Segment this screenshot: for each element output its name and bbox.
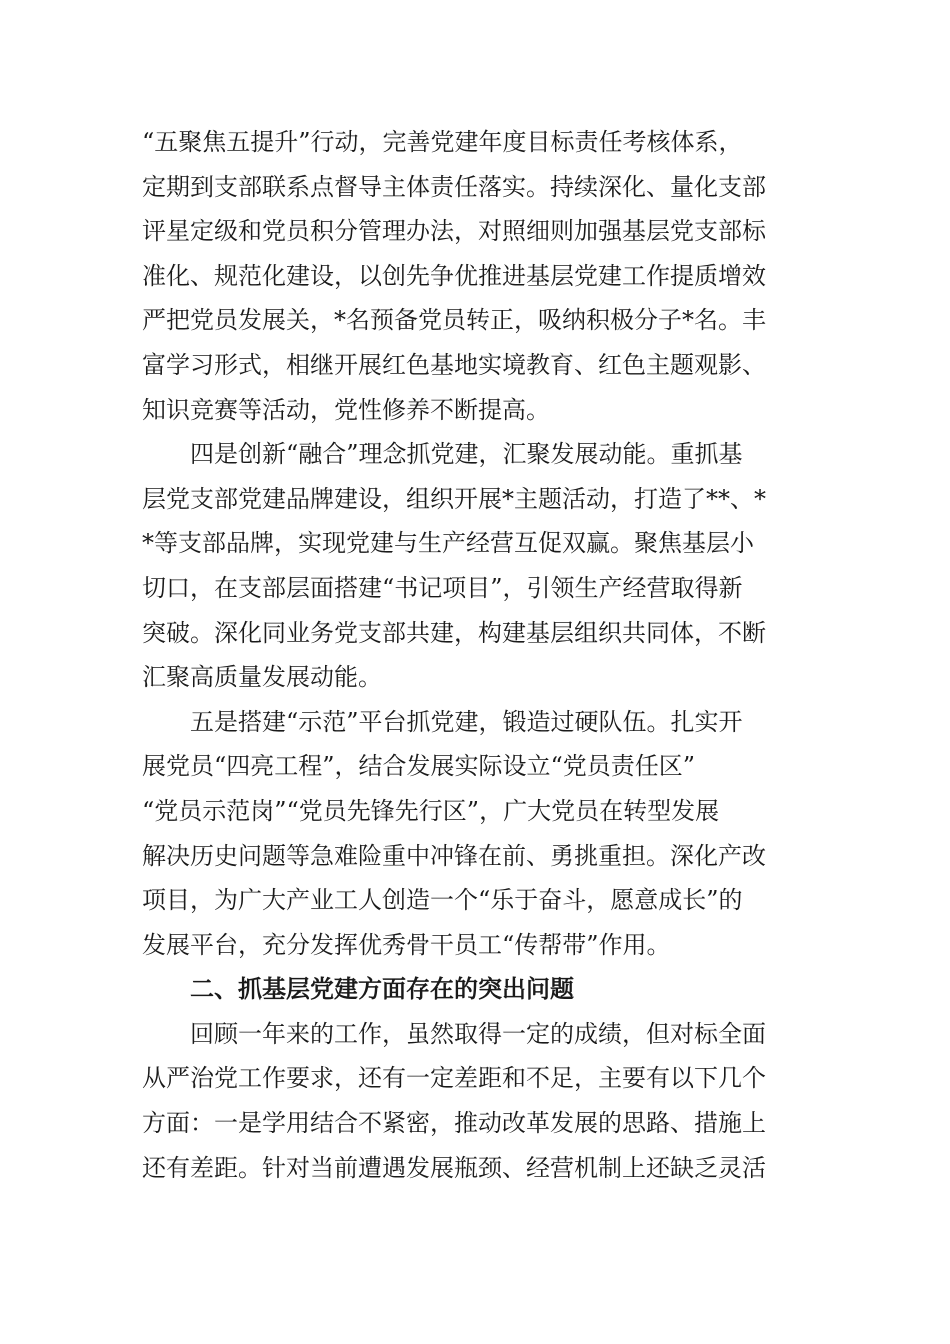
text-line: 从严治党工作要求，还有一定差距和不足，主要有以下几个 — [142, 1064, 766, 1093]
text-line: 还有差距。针对当前遭遇发展瓶颈、经营机制上还缺乏灵活 — [142, 1153, 766, 1182]
text-line: 定期到支部联系点督导主体责任落实。持续深化、量化支部 — [142, 172, 766, 201]
text-line: 项目，为广大产业工人创造一个“乐于奋斗，愿意成长”的 — [142, 886, 743, 915]
text-line: 层党支部党建品牌建设，组织开展*主题活动，打造了**、* — [142, 484, 766, 513]
text-line: 评星定级和党员积分管理办法，对照细则加强基层党支部标 — [142, 217, 766, 246]
text-line: 准化、规范化建设，以创先争优推进基层党建工作提质增效 — [142, 261, 766, 290]
text-line: 回顾一年来的工作，虽然取得一定的成绩，但对标全面 — [142, 1019, 766, 1048]
text-line: 四是创新“融合”理念抓党建，汇聚发展动能。重抓基 — [142, 440, 743, 469]
text-line: 富学习形式，相继开展红色基地实境教育、红色主题观影、 — [142, 350, 766, 379]
text-line: 方面：一是学用结合不紧密，推动改革发展的思路、措施上 — [142, 1109, 766, 1138]
document-body — [142, 120, 806, 1190]
text-line: 知识竞赛等活动，党性修养不断提高。 — [142, 395, 550, 424]
text-line: 展党员“四亮工程”，结合发展实际设立“党员责任区” — [142, 752, 696, 781]
text-line: 严把党员发展关，*名预备党员转正，吸纳积极分子*名。丰 — [142, 306, 766, 335]
section-heading: 二、抓基层党建方面存在的突出问题 — [142, 975, 574, 1004]
text-line: 发展平台，充分发挥优秀骨干员工“传帮带”作用。 — [142, 930, 671, 959]
text-line: 解决历史问题等急难险重中冲锋在前、勇挑重担。深化产改 — [142, 841, 766, 870]
text-line: 五是搭建“示范”平台抓党建，锻造过硬队伍。扎实开 — [142, 707, 743, 736]
text-line: “五聚焦五提升”行动，完善党建年度目标责任考核体系， — [142, 128, 743, 156]
text-line: 突破。深化同业务党支部共建，构建基层组织共同体，不断 — [142, 618, 766, 647]
text-line: 切口，在支部层面搭建“书记项目”，引领生产经营取得新 — [142, 573, 743, 602]
text-line: “党员示范岗”“党员先锋先行区”，广大党员在转型发展 — [142, 796, 720, 825]
text-line: 汇聚高质量发展动能。 — [142, 663, 382, 692]
text-line: *等支部品牌，实现党建与生产经营互促双赢。聚焦基层小 — [142, 529, 754, 558]
